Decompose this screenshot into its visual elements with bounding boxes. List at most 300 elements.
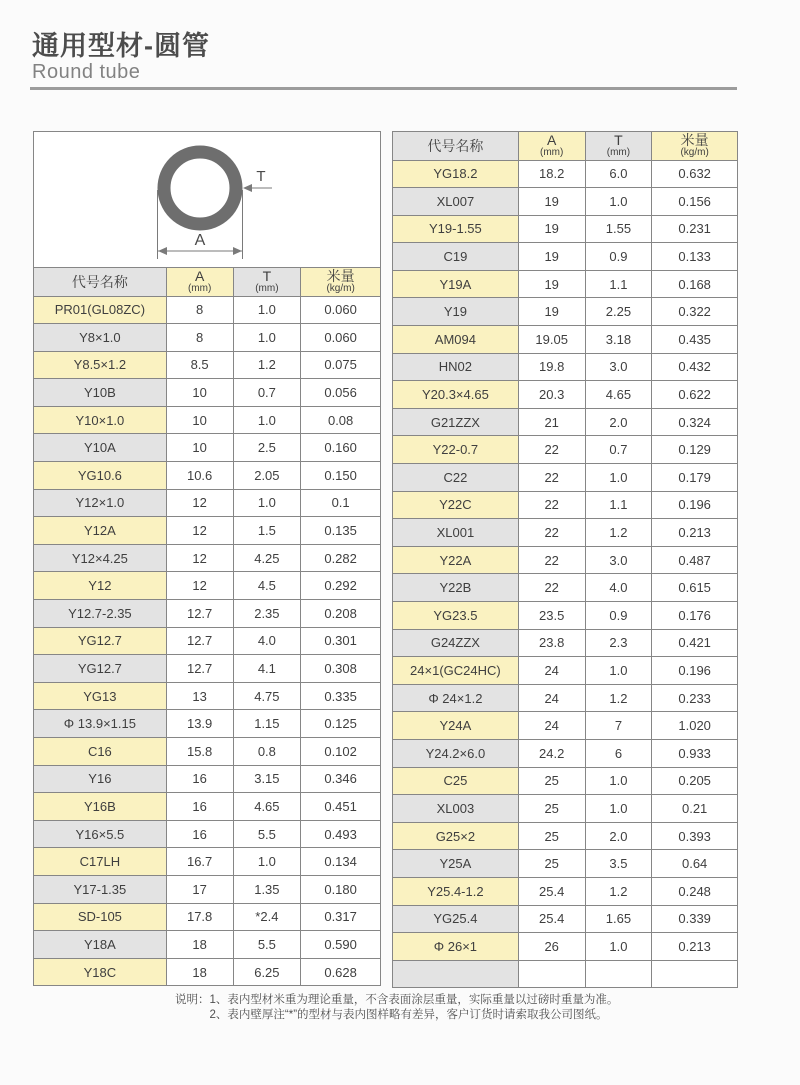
table-row: [34, 544, 381, 572]
dimension-a-arrow-left: [158, 247, 167, 255]
value-cell: 0.231: [652, 215, 738, 243]
value-cell: 6: [585, 739, 652, 767]
table-row: [393, 574, 738, 602]
value-cell: 0.628: [301, 958, 381, 986]
page-subtitle: Round tube: [32, 61, 141, 83]
code-name-cell: C19: [393, 243, 519, 271]
value-cell: 0.292: [301, 572, 381, 600]
value-cell: 0.133: [652, 243, 738, 271]
value-cell: 0.301: [301, 627, 381, 655]
table-row: [393, 408, 738, 436]
column-header: 米量 (kg/m): [301, 268, 381, 297]
value-cell: 1.0: [233, 489, 301, 517]
spec-table-right: [392, 131, 738, 988]
value-cell: 26: [518, 933, 585, 961]
value-cell: 22: [518, 436, 585, 464]
column-header: A (mm): [166, 268, 233, 297]
value-cell: 1.0: [233, 406, 301, 434]
value-cell: 1.0: [233, 324, 301, 352]
table-row: [34, 627, 381, 655]
code-name-cell: Y10A: [34, 434, 167, 462]
code-name-cell: Y12A: [34, 517, 167, 545]
code-name-cell: YG10.6: [34, 462, 167, 490]
table-row: [34, 517, 381, 545]
code-name-cell: Φ 13.9×1.15: [34, 710, 167, 738]
value-cell: 1.0: [233, 848, 301, 876]
code-name-cell: Y19-1.55: [393, 215, 519, 243]
value-cell: 2.35: [233, 600, 301, 628]
code-name-cell: Y12×1.0: [34, 489, 167, 517]
table-row: [393, 657, 738, 685]
table-row: [34, 462, 381, 490]
value-cell: 0.8: [233, 738, 301, 766]
code-name-cell: Y22B: [393, 574, 519, 602]
value-cell: 1.15: [233, 710, 301, 738]
column-header: T (mm): [233, 268, 301, 297]
table-row: [34, 875, 381, 903]
spec-table-left: [33, 267, 381, 986]
value-cell: 4.1: [233, 655, 301, 683]
value-cell: 0.060: [301, 296, 381, 324]
table-row: [393, 712, 738, 740]
code-name-cell: Y16B: [34, 793, 167, 821]
value-cell: 1.0: [585, 188, 652, 216]
column-header: 代号名称: [34, 268, 167, 297]
table-row: [34, 489, 381, 517]
code-name-cell: Y16: [34, 765, 167, 793]
value-cell: 0.248: [652, 877, 738, 905]
value-cell: 4.5: [233, 572, 301, 600]
value-cell: 12: [166, 572, 233, 600]
code-name-cell: Y12×4.25: [34, 544, 167, 572]
value-cell: 5.5: [233, 931, 301, 959]
value-cell: 0.150: [301, 462, 381, 490]
value-cell: 12: [166, 489, 233, 517]
table-row: [34, 351, 381, 379]
code-name-cell: Y24A: [393, 712, 519, 740]
table-row: [34, 600, 381, 628]
value-cell: 10.6: [166, 462, 233, 490]
table-row: [34, 848, 381, 876]
table-row: [393, 739, 738, 767]
value-cell: 0.129: [652, 436, 738, 464]
value-cell: 12.7: [166, 627, 233, 655]
value-cell: 4.65: [233, 793, 301, 821]
table-header-row: [34, 268, 381, 297]
value-cell: 0.060: [301, 324, 381, 352]
value-cell: 3.0: [585, 353, 652, 381]
code-name-cell: Y12.7-2.35: [34, 600, 167, 628]
value-cell: 5.5: [233, 820, 301, 848]
code-name-cell: G24ZZX: [393, 629, 519, 657]
value-cell: 25: [518, 822, 585, 850]
value-cell: 0.493: [301, 820, 381, 848]
value-cell: 3.5: [585, 850, 652, 878]
value-cell: 0.205: [652, 767, 738, 795]
table-row: [393, 877, 738, 905]
value-cell: 4.25: [233, 544, 301, 572]
table-row: [34, 793, 381, 821]
code-name-cell: PR01(GL08ZC): [34, 296, 167, 324]
value-cell: 20.3: [518, 381, 585, 409]
value-cell: 0.056: [301, 379, 381, 407]
value-cell: 0.317: [301, 903, 381, 931]
value-cell: 1.0: [585, 933, 652, 961]
value-cell: 0.322: [652, 298, 738, 326]
value-cell: 1.2: [585, 877, 652, 905]
tube-ring-shape: [164, 152, 236, 224]
value-cell: 0.1: [301, 489, 381, 517]
value-cell: 0.180: [301, 875, 381, 903]
table-row: [34, 572, 381, 600]
footnote-line-2: 2、表内壁厚注“*”的型材与表内图样略有差异，客户订货时请索取我公司图纸。: [209, 1009, 608, 1021]
value-cell: [585, 960, 652, 988]
code-name-cell: Y22-0.7: [393, 436, 519, 464]
code-name-cell: YG23.5: [393, 602, 519, 630]
value-cell: 1.0: [585, 795, 652, 823]
value-cell: 19: [518, 188, 585, 216]
value-cell: 22: [518, 464, 585, 492]
value-cell: 22: [518, 546, 585, 574]
value-cell: *2.4: [233, 903, 301, 931]
value-cell: 15.8: [166, 738, 233, 766]
table-row: [393, 215, 738, 243]
code-name-cell: Y17-1.35: [34, 875, 167, 903]
value-cell: 18.2: [518, 160, 585, 188]
table-row: [34, 296, 381, 324]
value-cell: 1.1: [585, 491, 652, 519]
code-name-cell: C25: [393, 767, 519, 795]
table-row: [34, 738, 381, 766]
table-row: [393, 822, 738, 850]
value-cell: 25: [518, 767, 585, 795]
value-cell: 16: [166, 793, 233, 821]
value-cell: 0.176: [652, 602, 738, 630]
value-cell: 2.0: [585, 408, 652, 436]
value-cell: 7: [585, 712, 652, 740]
table-row: [393, 464, 738, 492]
dimension-a-arrow-right: [233, 247, 242, 255]
value-cell: 1.020: [652, 712, 738, 740]
value-cell: 0.9: [585, 243, 652, 271]
value-cell: 0.432: [652, 353, 738, 381]
code-name-cell: Y25.4-1.2: [393, 877, 519, 905]
value-cell: 3.18: [585, 326, 652, 354]
value-cell: 12: [166, 544, 233, 572]
value-cell: 0.487: [652, 546, 738, 574]
table-row: [393, 960, 738, 988]
value-cell: [652, 960, 738, 988]
code-name-cell: Y16×5.5: [34, 820, 167, 848]
value-cell: 12.7: [166, 655, 233, 683]
value-cell: 25.4: [518, 905, 585, 933]
table-row: [393, 298, 738, 326]
value-cell: 6.0: [585, 160, 652, 188]
table-row: [393, 519, 738, 547]
code-name-cell: Y10×1.0: [34, 406, 167, 434]
column-header: 米量 (kg/m): [652, 132, 738, 161]
code-name-cell: YG25.4: [393, 905, 519, 933]
value-cell: 0.08: [301, 406, 381, 434]
code-name-cell: G25×2: [393, 822, 519, 850]
code-name-cell: Y22A: [393, 546, 519, 574]
value-cell: 6.25: [233, 958, 301, 986]
value-cell: 19.05: [518, 326, 585, 354]
table-row: [393, 381, 738, 409]
value-cell: 25: [518, 850, 585, 878]
table-row: [34, 958, 381, 986]
value-cell: 0.435: [652, 326, 738, 354]
table-row: [393, 795, 738, 823]
value-cell: 1.5: [233, 517, 301, 545]
value-cell: 0.346: [301, 765, 381, 793]
value-cell: 0.21: [652, 795, 738, 823]
value-cell: 0.339: [652, 905, 738, 933]
table-row: [34, 379, 381, 407]
value-cell: 0.590: [301, 931, 381, 959]
code-name-cell: Y10B: [34, 379, 167, 407]
value-cell: 0.213: [652, 933, 738, 961]
table-row: [393, 905, 738, 933]
value-cell: 1.0: [585, 657, 652, 685]
value-cell: 25.4: [518, 877, 585, 905]
value-cell: 12.7: [166, 600, 233, 628]
value-cell: 0.179: [652, 464, 738, 492]
value-cell: 0.233: [652, 684, 738, 712]
value-cell: 23.5: [518, 602, 585, 630]
value-cell: 0.615: [652, 574, 738, 602]
value-cell: 19: [518, 270, 585, 298]
value-cell: 0.168: [652, 270, 738, 298]
value-cell: 1.2: [233, 351, 301, 379]
value-cell: 16: [166, 820, 233, 848]
code-name-cell: Φ 26×1: [393, 933, 519, 961]
value-cell: 13: [166, 682, 233, 710]
footnote-lines: [210, 993, 619, 1023]
value-cell: 19: [518, 243, 585, 271]
code-name-cell: Y8×1.0: [34, 324, 167, 352]
value-cell: 2.05: [233, 462, 301, 490]
code-name-cell: [393, 960, 519, 988]
code-name-cell: Y25A: [393, 850, 519, 878]
dimension-a-label: A: [194, 232, 206, 249]
value-cell: 1.55: [585, 215, 652, 243]
code-name-cell: Y20.3×4.65: [393, 381, 519, 409]
table-row: [393, 436, 738, 464]
code-name-cell: Y18A: [34, 931, 167, 959]
code-name-cell: 24×1(GC24HC): [393, 657, 519, 685]
value-cell: 16: [166, 765, 233, 793]
table-row: [34, 903, 381, 931]
value-cell: 2.3: [585, 629, 652, 657]
value-cell: 3.0: [585, 546, 652, 574]
value-cell: 4.65: [585, 381, 652, 409]
value-cell: 0.632: [652, 160, 738, 188]
value-cell: 2.25: [585, 298, 652, 326]
value-cell: 19.8: [518, 353, 585, 381]
code-name-cell: Y22C: [393, 491, 519, 519]
value-cell: 1.0: [233, 296, 301, 324]
code-name-cell: AM094: [393, 326, 519, 354]
column-header: 代号名称: [393, 132, 519, 161]
value-cell: 0.393: [652, 822, 738, 850]
table-row: [393, 602, 738, 630]
value-cell: 0.7: [233, 379, 301, 407]
table-row: [393, 684, 738, 712]
value-cell: 0.075: [301, 351, 381, 379]
column-header: A (mm): [518, 132, 585, 161]
page-title: 通用型材-圆管: [32, 31, 210, 61]
value-cell: 24.2: [518, 739, 585, 767]
value-cell: 22: [518, 519, 585, 547]
table-row: [393, 160, 738, 188]
code-name-cell: Y24.2×6.0: [393, 739, 519, 767]
table-row: [34, 820, 381, 848]
table-row: [34, 682, 381, 710]
table-row: [393, 850, 738, 878]
table-row: [393, 326, 738, 354]
value-cell: 0.208: [301, 600, 381, 628]
code-name-cell: Φ 24×1.2: [393, 684, 519, 712]
footnote-prefix: 说明：: [175, 994, 210, 1006]
code-name-cell: YG18.2: [393, 160, 519, 188]
value-cell: 0.102: [301, 738, 381, 766]
value-cell: 22: [518, 574, 585, 602]
table-row: [393, 767, 738, 795]
value-cell: 24: [518, 684, 585, 712]
value-cell: 0.64: [652, 850, 738, 878]
value-cell: 19: [518, 298, 585, 326]
value-cell: 0.421: [652, 629, 738, 657]
value-cell: 4.0: [585, 574, 652, 602]
value-cell: 25: [518, 795, 585, 823]
value-cell: 22: [518, 491, 585, 519]
code-name-cell: YG12.7: [34, 627, 167, 655]
left-column: [33, 131, 381, 986]
value-cell: 0.324: [652, 408, 738, 436]
value-cell: 24: [518, 657, 585, 685]
footnotes: [175, 993, 618, 1023]
code-name-cell: XL003: [393, 795, 519, 823]
value-cell: 0.135: [301, 517, 381, 545]
value-cell: 0.134: [301, 848, 381, 876]
table-row: [393, 933, 738, 961]
code-name-cell: XL001: [393, 519, 519, 547]
table-row: [393, 270, 738, 298]
code-name-cell: Y8.5×1.2: [34, 351, 167, 379]
value-cell: 16.7: [166, 848, 233, 876]
value-cell: 1.35: [233, 875, 301, 903]
code-name-cell: XL007: [393, 188, 519, 216]
dimension-t-label: T: [256, 168, 266, 185]
value-cell: 21: [518, 408, 585, 436]
value-cell: 8: [166, 324, 233, 352]
code-name-cell: G21ZZX: [393, 408, 519, 436]
table-header-row: [393, 132, 738, 161]
value-cell: 2.5: [233, 434, 301, 462]
value-cell: 8.5: [166, 351, 233, 379]
value-cell: [518, 960, 585, 988]
content-area: [33, 131, 738, 988]
table-row: [393, 243, 738, 271]
table-row: [34, 655, 381, 683]
code-name-cell: HN02: [393, 353, 519, 381]
value-cell: 13.9: [166, 710, 233, 738]
value-cell: 1.0: [585, 767, 652, 795]
table-row: [393, 491, 738, 519]
value-cell: 17.8: [166, 903, 233, 931]
code-name-cell: C16: [34, 738, 167, 766]
tube-diagram-svg: [34, 132, 380, 266]
value-cell: 1.1: [585, 270, 652, 298]
code-name-cell: YG12.7: [34, 655, 167, 683]
value-cell: 0.451: [301, 793, 381, 821]
value-cell: 19: [518, 215, 585, 243]
value-cell: 1.2: [585, 684, 652, 712]
header-divider: [30, 87, 737, 90]
value-cell: 4.75: [233, 682, 301, 710]
table-row: [34, 324, 381, 352]
code-name-cell: Y19A: [393, 270, 519, 298]
value-cell: 3.15: [233, 765, 301, 793]
code-name-cell: Y12: [34, 572, 167, 600]
value-cell: 10: [166, 379, 233, 407]
right-column: [392, 131, 738, 988]
table-row: [393, 546, 738, 574]
value-cell: 0.9: [585, 602, 652, 630]
code-name-cell: C22: [393, 464, 519, 492]
value-cell: 2.0: [585, 822, 652, 850]
code-name-cell: Y18C: [34, 958, 167, 986]
table-row: [34, 931, 381, 959]
table-row: [34, 710, 381, 738]
table-row: [34, 406, 381, 434]
code-name-cell: Y19: [393, 298, 519, 326]
code-name-cell: C17LH: [34, 848, 167, 876]
value-cell: 4.0: [233, 627, 301, 655]
value-cell: 10: [166, 434, 233, 462]
value-cell: 10: [166, 406, 233, 434]
dimension-t-arrow: [243, 184, 252, 192]
value-cell: 0.196: [652, 657, 738, 685]
value-cell: 1.0: [585, 464, 652, 492]
value-cell: 0.622: [652, 381, 738, 409]
value-cell: 1.65: [585, 905, 652, 933]
table-row: [393, 629, 738, 657]
tube-diagram: [33, 131, 381, 267]
table-row: [393, 188, 738, 216]
value-cell: 0.156: [652, 188, 738, 216]
value-cell: 0.282: [301, 544, 381, 572]
value-cell: 0.335: [301, 682, 381, 710]
footnote-line-1: 1、表内型材米重为理论重量，不含表面涂层重量，实际重量以过磅时重量为准。: [209, 994, 619, 1006]
value-cell: 0.196: [652, 491, 738, 519]
value-cell: 1.2: [585, 519, 652, 547]
value-cell: 12: [166, 517, 233, 545]
value-cell: 0.933: [652, 739, 738, 767]
value-cell: 24: [518, 712, 585, 740]
table-row: [393, 353, 738, 381]
value-cell: 0.125: [301, 710, 381, 738]
value-cell: 0.160: [301, 434, 381, 462]
value-cell: 8: [166, 296, 233, 324]
column-header: T (mm): [585, 132, 652, 161]
code-name-cell: YG13: [34, 682, 167, 710]
value-cell: 23.8: [518, 629, 585, 657]
value-cell: 0.308: [301, 655, 381, 683]
table-row: [34, 765, 381, 793]
value-cell: 18: [166, 958, 233, 986]
